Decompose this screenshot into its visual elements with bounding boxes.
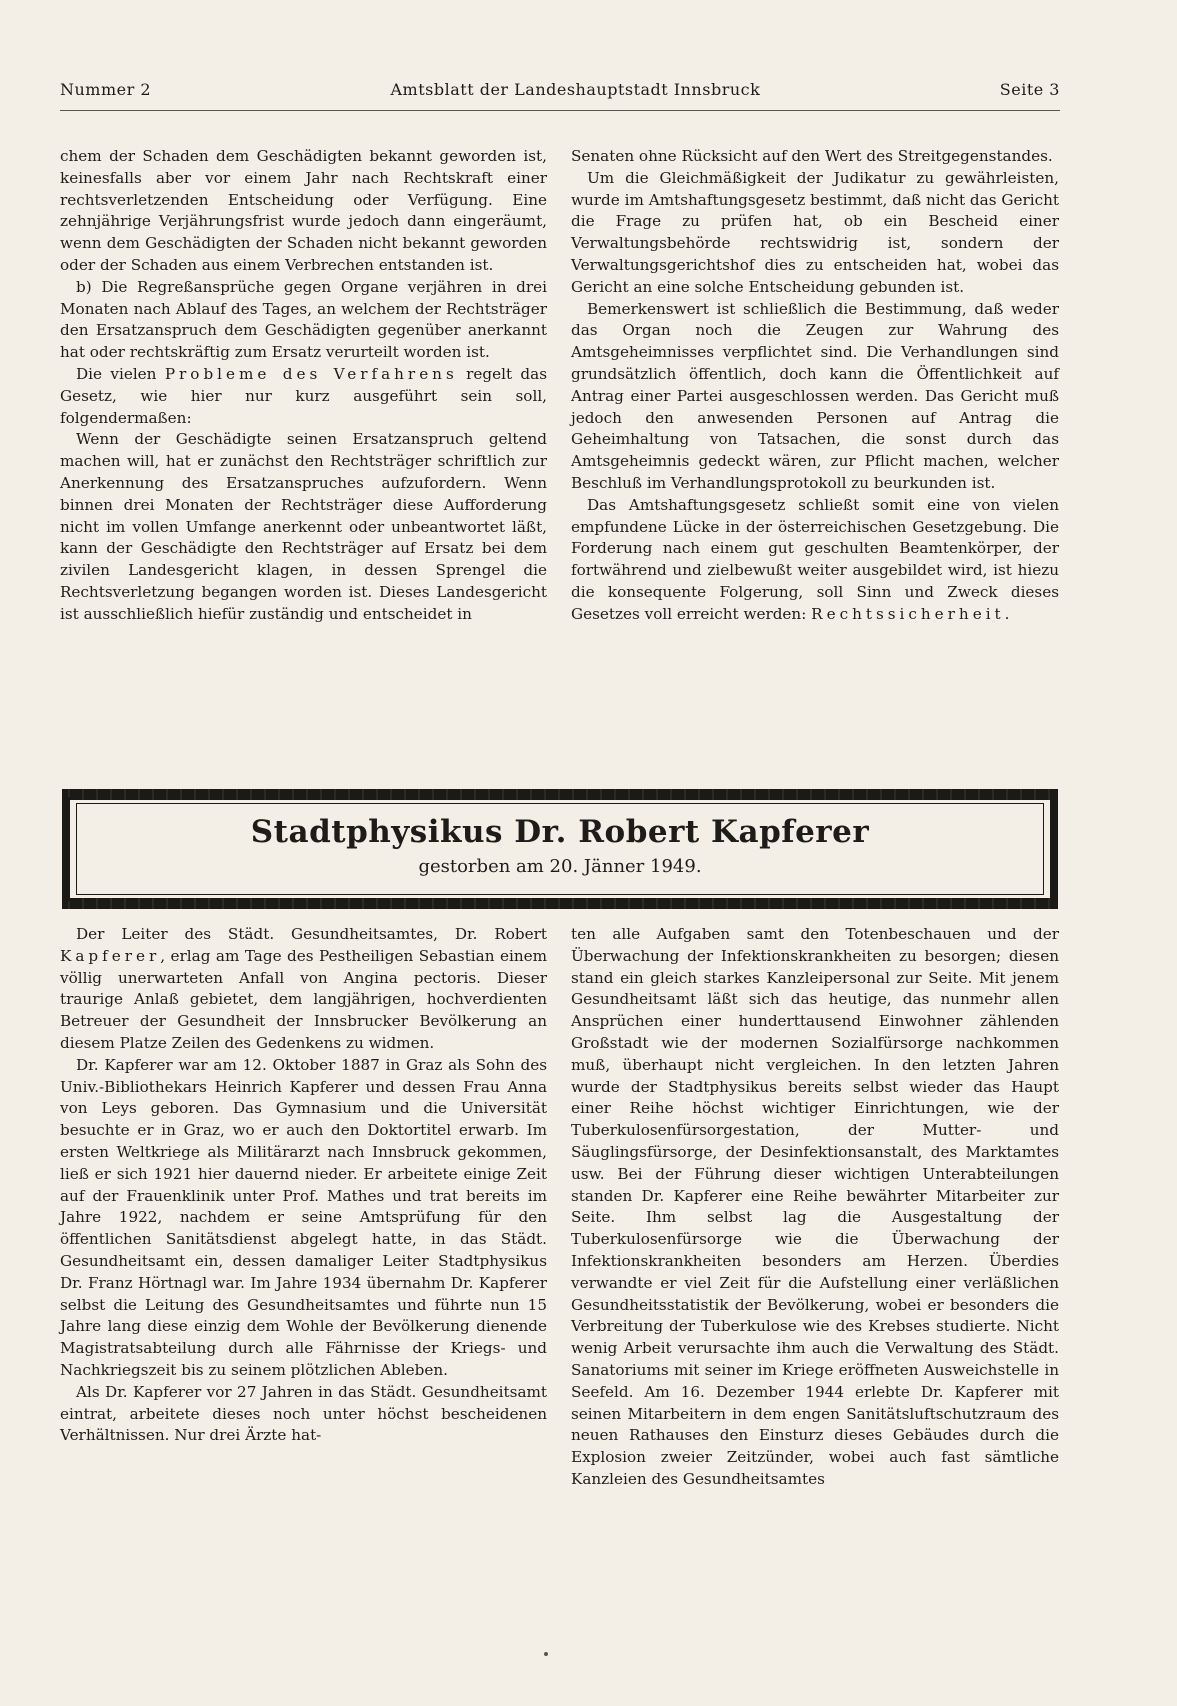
column-bottom-left <box>60 924 547 1447</box>
paragraph: b) Die Regreßansprüche gegen Organe verjähren in drei Monaten nach Ablauf des Tages, an welchem der Rechtsträger den Ersatzanspruch dem Geschädigten gegenüber anerkannt hat oder rechtskräftig zum Ersatz verurteilt worden ist. <box>60 277 547 362</box>
paragraph: Der Leiter des Städt. Gesundheitsamtes, Dr. Robert Kapferer, erlag am Tage des Pestheiligen Sebastian einem völlig unerwarteten Anfall von Angina pectoris. Dieser traurige Anlaß gebietet, dem langjährigen, hochverdienten Betreuer der Gesundheit der Innsbrucker Bevölkerung an diesem Platze Zeilen des Gedenkens zu widmen. <box>60 925 547 1052</box>
paragraph: ten alle Aufgaben samt den Totenbeschauen und der Überwachung der Infektionskrankheiten zu besorgen; diesen stand ein gleich starkes Kanzleipersonal zur Seite. Mit jenem Gesundheitsamt läßt sich das heutige, das nunmehr allen Ansprüchen einer hunderttausend Einwohner zählenden Großstadt wie der modernen Sozialfürsorge nachkommen muß, überhaupt nicht vergleichen. In den letzten Jahren wurde der Stadtphysikus bereits selbst wieder das Haupt einer Reihe höchst wichtiger Einrichtungen, wie der Tuberkulosenfürsorgestation, der Mutter- und Säuglingsfürsorge, der Desinfektionsanstalt, des Marktamtes usw. Bei der Führung dieser wichtigen Unterabteilungen standen Dr. Kapferer eine Reihe bewährter Mitarbeiter zur Seite. Ihm selbst lag die Ausgestaltung der Tuberkulosenfürsorge wie die Überwachung der Infektionskrankheiten besonders am Herzen. Überdies verwandte er viel Zeit für die Aufstellung einer verläßlichen Gesundheitsstatistik der Bevölkerung, wobei er besonders die Verbreitung der Tuberkulose wie des Krebses studierte. Nicht wenig Arbeit verursachte ihm auch die Verwaltung des Städt. Sanatoriums mit seiner im Kriege eröffneten Ausweichstelle in Seefeld. Am 16. Dezember 1944 erlebte Dr. Kapferer mit seinen Mitarbeitern in dem engen Sanitätsluftschutzraum des neuen Rathauses den Einsturz dieses Gebäudes durch die Explosion zweier Zeitzünder, wobei auch fast sämtliche Kanzleien des Gesundheitsamtes <box>571 925 1059 1488</box>
paragraph: Senaten ohne Rücksicht auf den Wert des Streitgegenstandes. <box>571 147 1053 165</box>
paragraph: Das Amtshaftungsgesetz schließt somit eine von vielen empfundene Lücke in der österreichischen Gesetzgebung. Die Forderung nach einem gut geschulten Beamtenkörper, der fortwährend und zielbewußt weiter ausgebildet wird, ist hiezu die konsequente Folgerung, soll Sinn und Zweck dieses Gesetzes voll erreicht werden: Rechtssicherheit. <box>571 495 1059 623</box>
paragraph: Die vielen Probleme des Verfahrens regelt das Gesetz, wie hier nur kurz ausgeführt sein soll, folgendermaßen: <box>60 364 547 427</box>
obituary-title: Stadtphysikus Dr. Robert Kapferer <box>250 814 870 850</box>
border-bar-top <box>62 789 1058 800</box>
column-top-right <box>571 146 1059 626</box>
paragraph: Bemerkenswert ist schließlich die Bestimmung, daß weder das Organ noch die Zeugen zur Wahrung des Amtsgeheimnisses verpflichtet sind. Die Verhandlungen sind grundsätzlich öffentlich, doch kann die Öffentlichkeit auf Antrag einer Partei ausgeschlossen werden. Das Gericht muß jedoch den anwesenden Personen auf Antrag die Geheimhaltung von Tatsachen, die sonst durch das Amtsgeheimnis gedeckt wären, zur Pflicht machen, welcher Beschluß im Verhandlungsprotokoll zu beurkunden ist. <box>571 299 1059 492</box>
page-mark <box>544 1652 548 1656</box>
issue-number: Nummer 2 <box>60 80 152 99</box>
emphasized-text: Kapferer <box>60 946 161 965</box>
paragraph: chem der Schaden dem Geschädigten bekannt geworden ist, keinesfalls aber vor einem Jahr nach Rechtskraft einer rechtsverletzenden Entscheidung oder Verfügung. Eine zehnjährige Verjährungsfrist wurde jedoch dann eingeräumt, wenn dem Geschädigten der Schaden nicht bekannt geworden oder der Schaden aus einem Verbrechen entstanden ist. <box>60 147 547 274</box>
page-number: Seite 3 <box>999 80 1060 99</box>
page-header <box>60 80 1060 104</box>
column-bottom-right <box>571 924 1059 1491</box>
border-bar-bottom <box>62 898 1058 909</box>
header-divider <box>60 110 1060 111</box>
publication-title: Amtsblatt der Landeshauptstadt Innsbruck <box>390 80 761 99</box>
obituary-frame <box>76 803 1044 895</box>
emphasized-text: Rechtssicherheit. <box>811 604 1014 623</box>
obituary-subtitle: gestorben am 20. Jänner 1949. <box>418 856 702 877</box>
column-top-left <box>60 146 547 626</box>
paragraph: Wenn der Geschädigte seinen Ersatzanspruch geltend machen will, hat er zunächst den Rechtsträger schriftlich zur Anerkennung des Ersatzanspruches aufzufordern. Wenn binnen drei Monaten der Rechtsträger diese Aufforderung nicht im vollen Umfange anerkennt oder unbeantwortet läßt, kann der Geschädigte den Rechtsträger auf Ersatz bei dem zivilen Landesgericht klagen, in dessen Sprengel die Rechtsverletzung begangen worden ist. Dieses Landesgericht ist ausschließlich hiefür zuständig und entscheidet in <box>60 430 547 623</box>
emphasized-text: Probleme des Verfahrens <box>164 364 458 383</box>
border-bar-right <box>1050 797 1058 901</box>
paragraph: Um die Gleichmäßigkeit der Judikatur zu gewährleisten, wurde im Amtshaftungsgesetz bestimmt, daß nicht das Gericht die Frage zu prüfen hat, ob ein Bescheid einer Verwaltungsbehörde rechtswidrig ist, sondern der Verwaltungsgerichtshof dies zu entscheiden hat, wobei das Gericht an eine solche Entscheidung gebunden ist. <box>571 168 1059 296</box>
border-bar-left <box>62 797 70 901</box>
obituary-heading-box <box>62 789 1058 909</box>
paragraph: Dr. Kapferer war am 12. Oktober 1887 in Graz als Sohn des Univ.-Bibliothekars Heinrich Kapferer und dessen Frau Anna von Leys geboren. Das Gymnasium und die Universität besuchte er in Graz, wo er auch den Doktortitel erwarb. Im ersten Weltkriege als Militärarzt nach Innsbruck gekommen, ließ er sich 1921 hier dauernd nieder. Er arbeitete einige Zeit auf der Frauenklinik unter Prof. Mathes und trat bereits im Jahre 1922, nachdem er seine Amtsprüfung für den öffentlichen Sanitätsdienst abgelegt hatte, in das Städt. Gesundheitsamt ein, dessen damaliger Leiter Stadtphysikus Dr. Franz Hörtnagl war. Im Jahre 1934 übernahm Dr. Kapferer selbst die Leitung des Gesundheitsamtes und führte nun 15 Jahre lang diese einzig dem Wohle der Bevölkerung dienende Magistratsabteilung durch alle Fährnisse der Kriegs- und Nachkriegszeit bis zu seinem plötzlichen Ableben. <box>60 1055 547 1379</box>
paragraph: Als Dr. Kapferer vor 27 Jahren in das Städt. Gesundheitsamt eintrat, arbeitete dieses noch unter höchst bescheidenen Verhältnissen. Nur drei Ärzte hat- <box>60 1382 547 1445</box>
